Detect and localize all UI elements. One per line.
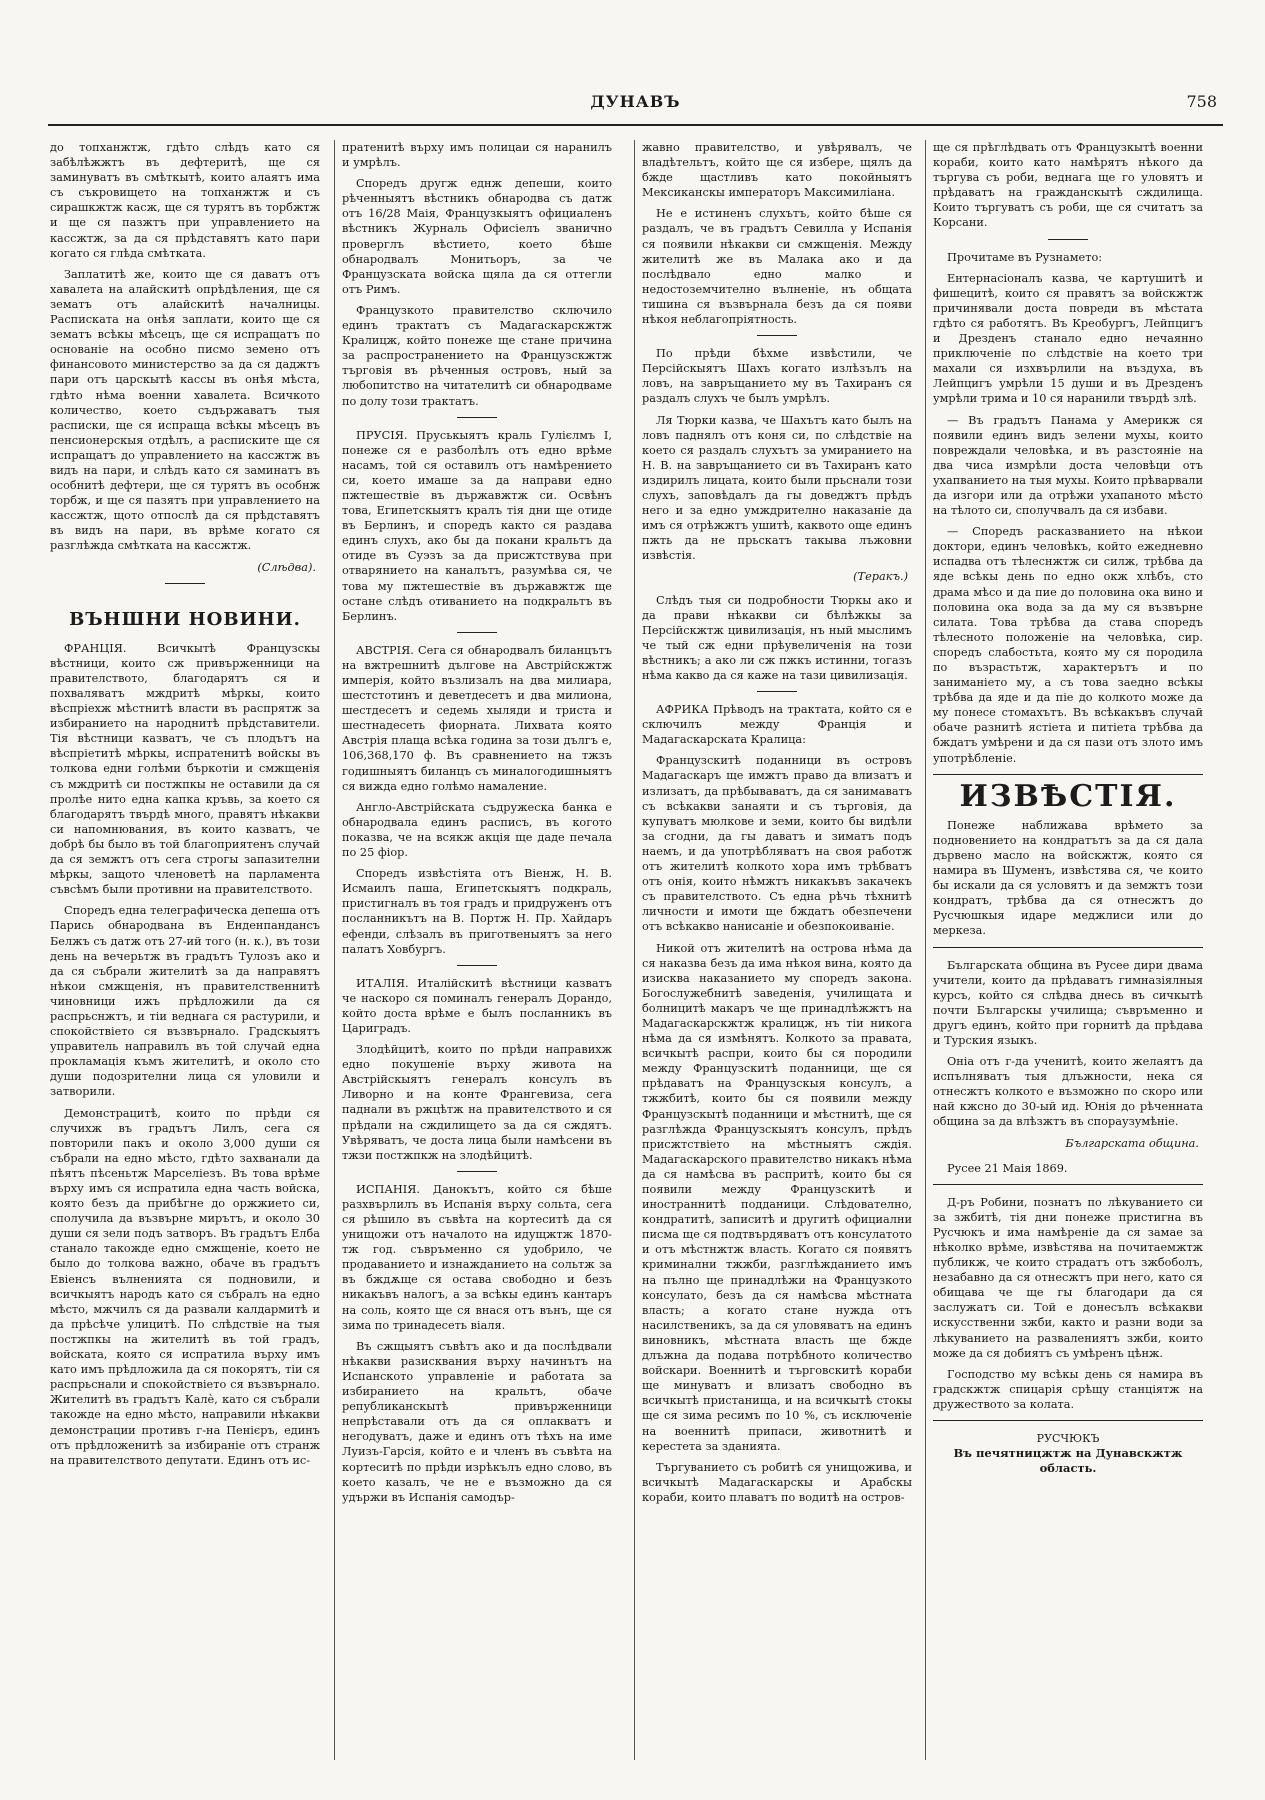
paragraph: пратенитѣ върху имъ полицаи ся наранилъ и умрѣлъ. [342, 141, 612, 170]
paragraph: Демонстрацитѣ, които по прѣди ся случихж въ градътъ Лилъ, сега ся повторили пакъ и около 3,000 души ся събрали на едно мѣсто, гдѣто захванали да пѣятъ пѣсеньтж Марселіезъ. Въ това врѣме върху имъ ся испратила една часть войска, която безъ да прибѣгне до оржжието си, сполучила да възвърне мирътъ, и около 30 души ся зели подъ затворъ. Въ градътъ Елба станало такожде едно смжщеніе, което не было до толкова важно, обаче въ градътъ Евіенсъ вълненията ся подновили, и всичкыятъ народъ като ся събралъ на едно мѣсто, мжчилъ ся да развали калдармитѣ и да прѣсѣче улицитѣ. По слѣдствіе на тыя постжпкы на жителитѣ въ той градъ, войската, която ся испратила върху имъ като имъ прѣдложила да ся покорятъ, тіи ся распрьснали и спокойствіето ся възвърнало. Жителитѣ въ градътъ Калѐ, като ся събрали такожде на едно мѣсто, направили нѣкакви демонстрации противъ г-на Пенієръ, единъ отъ прѣдложенитѣ за избираніе отъ странж на правителството депутати. Единъ отъ ис- [50, 1106, 320, 1467]
paragraph: Французскитѣ поданници въ островъ Мадагаскаръ ще имжтъ право да влизатъ и излизатъ, да прѣбываватъ, да ся занимаватъ съ всѣкакви занаяти и съ търговія, да купуватъ мюлкове и земи, които бы видѣли за сгодни, да гы даватъ и зиматъ подъ наемъ, и да употрѣбляватъ на своя работж отъ жителитѣ колкото хора имъ трѣбватъ отъ онія, които нѣмжтъ никакъвъ закачекъ съ правителството. Съ една рѣчь тѣхнитѣ личности и имоти ще бждатъ обезпечени отъ всѣкакво нанисаніе и обезпокоиваніе. [642, 754, 912, 934]
imprint-city: РУСЧЮКЪ [1036, 1432, 1100, 1446]
announcements-heading: ИЗВѢСТІЯ. [959, 778, 1177, 814]
divider [457, 965, 497, 966]
column-3 [642, 140, 912, 1511]
divider [757, 691, 797, 692]
paragraph: Злодѣйцитѣ, които по прѣди направихж едно покушеніе върху живота на Австрійскыятъ генералъ консулъ въ Ливорно и на конте Франгевиза, сега паднали въ ржцѣтж на правителството и ся прѣдали на сждилището за да ся сждятъ. Увѣряватъ, че доста лица были намѣсени въ тжзи постжпкж на злодѣйцитѣ. [342, 1043, 612, 1162]
article-austria: АВСТРІЯ. Сега ся обнародвалъ биланцътъ на вжтрешнитѣ дългове на Австрійскжтж имперія, който възлизалъ на два милиара, шестстотинъ и деветдесетъ и два милиона, шестдесетъ и седемь хыляди и триста и шестнадесеть фиорната. Лихвата която Австрія плаща всѣка година за този дългъ е, 106,368,170 ф. Въ сравнението на тжзъ годишныятъ биланцъ съ миналогодишныятъ ся вижда едно голѣмо намаление. [342, 643, 612, 793]
article-prussia: ПРУСІЯ. Пруськыятъ краль Гулієлмъ I, понеже ся е разболѣлъ отъ едно врѣме насамъ, той ся оставилъ отъ намѣрението си, което имаше за да направи едно пжтешествіе въ държавжтж си. Освѣнъ това, Египетскыятъ кралъ тія дни ще отиде въ Берлинъ, и споредъ както ся раздава единъ слухъ, ако бы да покани кральтъ да отиде въ Суэзъ за да присжтствува при отварянието на каналътъ, разумѣва ся, че това му пжтешествіе въ държавжтж ще остане слѣдъ отиванието на подкральтъ въ Берлинъ. [342, 428, 612, 623]
paragraph: Оніа отъ г-да ученитѣ, които желаятъ да испълняватъ тыя длъжности, нека ся отнесжтъ колкото е възможно по скоро или най кжсно до 30-ый ид. Юнія до рѣченната община за да влѣзжтъ въ спораузумѣніе. [933, 1055, 1203, 1129]
article-italy: ИТАЛІЯ. Италійскитѣ вѣстници казватъ че наскоро ся поминалъ генералъ Дорандо, който доста врѣме е былъ посланникъ въ Цариградъ. [342, 976, 612, 1035]
paragraph: Понеже наближава врѣмето за подновението на кондратътъ за да ся дала дървено масло на войскжтж, която ся намира въ Шуменъ, извѣстява ся, че които бы искали да ся условятъ и да земжтъ този кондратъ, трѣбва да ся отнесжтъ до Русчюшкыя идаре меджлиси или до меркеза. [933, 818, 1203, 938]
paragraph: ще ся прѣглѣдвать отъ Французкытѣ военни кораби, които като намѣрятъ нѣкого да търгува съ роби, веднага ще го уловятъ и прѣдаватъ на гражданскытѣ сждилища. Които търгуватъ съ роби, ще ся считатъ за Корсани. [933, 141, 1203, 230]
column-4 [933, 140, 1203, 1476]
divider [457, 417, 497, 418]
subheading: Прочитаме въ Рузнамето: [947, 250, 1103, 264]
paragraph: жавно правителство, и увѣрявалъ, че владѣтельтъ, който ще ся избере, щялъ да бжде щастливъ като покойныятъ Мексиканскы императоръ Максимиліана. [642, 141, 912, 200]
paragraph: Никой отъ жителитѣ на острова нѣма да ся наказва безъ да има нѣкоя вина, която да изисква наказанието му споредъ закона. Богослужебнитѣ заведенія, училищата и болницитѣ макаръ че ще принадлѣжжтъ на Мадагаскарскжтж кралицж, нъ тіи никога нѣма да ся измѣнятъ. Колкото за правата, всичкытѣ распри, които бы ся породили между Французскитѣ поданници, ще ся прѣдаватъ на Французскыя консулъ, а тжжбитѣ, които бы ся появили между Французскытѣ поданници и мѣстнитѣ, ще ся разглѣжда Французскыятъ консулъ, прѣдъ присжтствіето на мѣстныятъ сждія. Мадагаскарского правителство никакъ нѣма да ся намѣсва въ распритѣ, които бы ся появили между Французскитѣ и иностраннитѣ подданици. Слѣдователно, кондратитѣ, записитѣ и другитѣ официални писма ще ся подтвърдяватъ отъ консулатото и отъ мѣстнжтж власть. Когато ся появятъ криминални тжжби, разглѣжданието имъ на пълно ще принадлѣжи на Французкото консулато, безъ да ся намѣсва мѣстната власть; а когато стане нужда отъ насилственикъ, за да ся уловяватъ на единъ виновникъ, мѣстната власть ще бжде длъжна да подава потрѣбното количество войскари. Военнитѣ и търговскитѣ кораби ще минуватъ и влизатъ свободно въ всичкытѣ пристанища, и на всичкытѣ стокы ще ся зима ресимъ по 10 %, съ исключеніе на военнитѣ припаси, животнитѣ и керестета за зданията. [642, 941, 912, 1453]
paragraph: Заплатитѣ же, които ще ся даватъ отъ хавалета на алайскитѣ опрѣдѣления, ще ся зематъ отъ алайскитѣ началницы. Расписката на онѣя заплати, които ще ся зематъ всѣкы мѣсецъ, ще ся испращатъ по основаніе на особно писмо земено отъ финансовото министерство за да ся даджтъ пари отъ царскытѣ кассы въ онѣя мѣста, гдѣто нѣма военни хавалета. Всичкото количество, което съдържаватъ тыя расписки, ще ся испраща всѣкы мѣсецъ въ пенсионерскыя отдѣлъ, а расписките ще ся испращатъ до управлението на кассжтж въ видъ на пари, и слѣдъ като ся заминатъ въ особнитѣ дефтери, ще ся турятъ въ особнж торбж, и ще ся пазятъ при управлението на кассжтж, щото отпослѣ да ся прѣдставятъ въ видъ на пари, въ врѣме когато ся разглѣжда смѣтката на кассжтж. [50, 267, 320, 553]
paragraph: Ентернасіоналъ казва, че картушитѣ и фишецитѣ, които ся правятъ за войскжтж причинявали доста повреди въ мѣстата гдѣто ся работятъ. Въ Креобургъ, Лейпцигъ и Дрезденъ станало едно нечаянно приключеніе по слѣдствіе на което три махали ся изхвърлили на въздуха, въ Лейпцигъ умрѣли 15 души и въ Дрезденъ умрѣли трима и 10 ся наранили твърдѣ злѣ. [933, 271, 1203, 406]
paragraph: Господство му всѣкы день ся намира въ градскжтж спицарія срѣщу станціятж на дружеството за колата. [933, 1367, 1203, 1411]
column-divider [334, 140, 335, 1760]
article-africa: АФРИКА Прѣводъ на трактата, който ся е сключилъ между Франція и Мадагаскарската Кралица: [642, 703, 912, 747]
paragraph: По прѣди бѣхме извѣстили, че Персійскыятъ Шахъ когато излѣзълъ на ловъ, на завръщанието му въ Тахиранъ ся раздалъ слухъ че былъ умрѣлъ. [642, 347, 912, 406]
paragraph: Споредъ извѣстіята отъ Віенж, Н. В. Исмаилъ паша, Египетскыятъ подкраль, пристигналъ въ тоя градъ и придруженъ отъ посланникътъ на В. Портж Н. Пр. Хайдаръ ефенди, слѣзалъ въ приготвеныятъ за него палатъ Ховбургъ. [342, 867, 612, 956]
paragraph: Търгуванието съ робитѣ ся унищожива, и всичкытѣ Мадагаскарскы и Арабскы кораби, които плаватъ по водитѣ на остров- [642, 1460, 912, 1504]
column-2 [342, 140, 612, 1511]
paragraph: до топханжтж, гдѣто слѣдъ като ся забѣлѣжжтъ въ дефтеритѣ, ще ся заминуватъ въ смѣткытѣ, които алаятъ има съ съкровището на топханжтж и съ сирашкжтж касж, ще ся турятъ въ торбжтж и ще ся пазжтъ при управлението на кассжтж, за да ся прѣдставятъ като пари когато ся глѣда смѣтката. [50, 141, 320, 260]
paragraph: Споредъ другж еднж депеши, които рѣченныятъ вѣстникъ обнародва съ датж отъ 16/28 Маія, Французкыятъ официаленъ вѣстникъ Журналь Офисіелъ званично проверглъ вѣстието, което бѣше обнародвалъ Монитьоръ, за че Французската войска щяла да ся оттегли отъ Римъ. [342, 177, 612, 296]
paragraph: — Споредъ расказванието на нѣкои доктори, единъ человѣкъ, който ежедневно испадва отъ тѣлеснжтж си силж, трѣбва да яде всѣкы день по едно окж хлѣбъ, сто драма мѣсо и да пие до половина ока вино и половина ока вода за да му ся възвърне силата. Това трѣбва да става споредъ тѣлесното положеніе на человѣка, сир. споредъ слабостьта, която му ся породила по възрастьтж, характерътъ и по заниманіето му, а съ това заедно всѣкы трѣбва да яде и да піе до колкото може да му понесе стомахътъ. Въ всѣкакъвъ случай обаче разнитѣ ястіета и питіета трѣбва да бждатъ умѣрени и да ся пази отъ злото имъ употрѣбленіе. [933, 525, 1203, 765]
divider [933, 774, 1203, 775]
column-divider [925, 140, 926, 1760]
paragraph: Споредъ една телеграфическа депеша отъ Парись обнародвана въ Енденпандансъ Белжъ съ датж отъ 27-ий того (н. к.), въ този день на вечерьтж въ градътъ Тулозъ ако и да ся събрали жителитѣ за да направятъ нѣкои смжщенія, нъ правителственнитѣ чиновници ижъ прѣдложили да ся распрьснжтъ, и тіи веднага ся растурили, и спокойствіето ся възвърнало. Градскыятъ управитель направилъ въ той случай една прокламація къмъ жителитѣ, и около сто души подозрителни лица ся уловили и затворили. [50, 904, 320, 1099]
divider [457, 1171, 497, 1172]
page-number: 758 [1186, 92, 1217, 111]
imprint-press: Въ печятницжтж на Дунавскжтж область. [953, 1446, 1183, 1476]
paragraph: Д-ръ Робини, познатъ по лѣкуванието си за зжбитѣ, тія дни понеже пристигна въ Русчюкъ и има намѣреніе да ся замае за нѣколко врѣме, извѣстява на почитаемжтж публикж, че които страдатъ отъ зжбоболъ, незабавно да ся отнесжтъ при него, като ся обищава че ще гы благодари да ся заслужатъ си. Той е донесълъ всѣкакви искусственни зжби, както и разни води за лѣкуванието на развалениятъ зжби, които може да ся добиятъ съ умѣренъ цѣнж. [933, 1195, 1203, 1360]
article-spain: ИСПАНІЯ. Данокътъ, който ся бѣше разхвърлилъ въ Испанія върху сольта, сега ся рѣшило въ съвѣта на кортеситѣ да ся унищожи отъ началото на идущжтж 1870-тж год. съвръменно ся удобрило, че продаванието и изнажданието на сольтж за въ бждѫще ся остава свободно и безъ никакъвъ налогъ, а за всѣкы единъ кантаръ на соль, която ще ся внася отъ вънъ, ще ся зима по тринадесеть віаля. [342, 1182, 612, 1332]
paragraph: Въ сжщыятъ съвѣтъ ако и да послѣдвали нѣкакви разисквания върху начинътъ на Испанското управленіе и работата за избиранието на кральтъ, обаче републиканскытѣ привърженници непрѣставали отъ да ся оплакватъ и негодуватъ, даже и единъ отъ тѣхъ на име Луизъ-Гарсія, който е и членъ въ съвѣта на кортеситѣ по прѣди изрѣкълъ едно слово, въ което казалъ, че не е възможно да ся удържи въ Испанія самодър- [342, 1339, 612, 1504]
paragraph: Англо-Австрійската съдружеска банка е обнародвала единъ расписъ, въ когото показва, че на всякж акція ще даде печала по 25 фіор. [342, 800, 612, 860]
divider [933, 947, 1203, 948]
paragraph: Не е истиненъ слухътъ, който бѣше ся раздалъ, че въ градътъ Севилла у Испанія ся появили нѣкакви си смжщенія. Между жителитѣ же въ Малака ако и да послѣдвало едно малко и недостоземчително вълненіе, нъ общата тишина ся възвърнала безъ да ся появи нѣкоя неблагопріятность. [642, 207, 912, 327]
paragraph: Французкото правителство сключило единъ трактатъ съ Мадагаскарскжтж Кралицж, който понеже ще стане причина за распространението на Французскжтж търговія въ рѣченныя островъ, ный за любопитство на читателитѣ си обнародваме по долу този трактатъ. [342, 303, 612, 408]
paragraph: Слѣдъ тыя си подробности Тюркы ако и да прави нѣкакви си бѣлѣжкы за Персійскжтж цивилизація, нъ ный мыслимъ че тый сж едни прѣувеличенія на този вѣстникъ; а ако ли сж пжкъ истинни, тогазъ нѣма какво да ся каже на тази цивилизація. [642, 593, 912, 682]
signature: Българската община. [1065, 1136, 1199, 1150]
column-divider [634, 140, 635, 1760]
page-header [48, 84, 1223, 126]
continued-note: (Слѣдва). [257, 560, 316, 574]
divider [457, 632, 497, 633]
section-heading: ВЪНШНИ НОВИНИ. [69, 608, 301, 630]
newspaper-title: ДУНАВЪ [590, 92, 681, 111]
source-note: (Теракъ.) [853, 570, 908, 584]
divider [933, 1420, 1203, 1421]
divider [165, 583, 205, 584]
column-1 [50, 140, 320, 1474]
date-line: Русее 21 Маія 1869. [947, 1161, 1068, 1175]
paragraph: — Въ градътъ Панама у Америкж ся появили единъ видъ зелени мухы, които повреждали человѣка, и въ разстояніе на два чиса измрѣли доста человѣци отъ ухапванието на тыя мухы. Които прѣварвали да изгори или да отрѣжи ухапаното мѣсто на тѣлото си, сполучвалъ да ся избави. [933, 413, 1203, 518]
divider [933, 1184, 1203, 1185]
divider [757, 335, 797, 336]
article-france: ФРАНЦІЯ. Всичкытѣ Французскы вѣстници, които сж привърженници на правителството, благодарятъ ся и похваляватъ мждритѣ мѣркы, които вѣспріехж мѣстнитѣ власти въ распрятж за избиранието на народнитѣ прѣдставители. Тія вѣстници казватъ, че съ плодътъ на вѣспріетитѣ мѣркы, испратенитѣ войскы въ толкова едни голѣми бъркотіи и смжщенія съ мждритѣ си постжпкы не оставили да ся пролѣе нито една капка кръвь, за което ся благодарятъ твърдѣ много, правятъ нѣкакви си напомнювания, въ които казватъ, че добрѣ бы было въ той благоприятенъ случай да ся земжтъ отъ сега строгы запазителни мѣркы, защото членоветѣ на парламента съвсѣмъ были противни на правителството. [50, 641, 320, 897]
divider [1048, 239, 1088, 240]
paragraph: Ля Тюрки казва, че Шахътъ като былъ на ловъ паднялъ отъ коня си, по слѣдствіе на което ся раздалъ слухътъ за умиранието на Н. В. на завръщанието си въ Тахиранъ като издирилъ лицата, които были прьснали този слухъ, заповѣдалъ да гы доведжтъ прѣдъ него и за едно умждрително наказаніе да имъ ся отрѣжжтъ ушитѣ, каквото още единъ пжть да не прьскатъ такыва лъжовни извѣстія. [642, 413, 912, 563]
paragraph: Българската община въ Русее дири двама учители, които да прѣдаватъ гимназіялныя курсъ, който ся слѣдва днесь въ сичкытѣ почти Българскы училища; съвръменно и другъ единъ, който при горнитѣ да прѣдава и Турския языкъ. [933, 958, 1203, 1047]
